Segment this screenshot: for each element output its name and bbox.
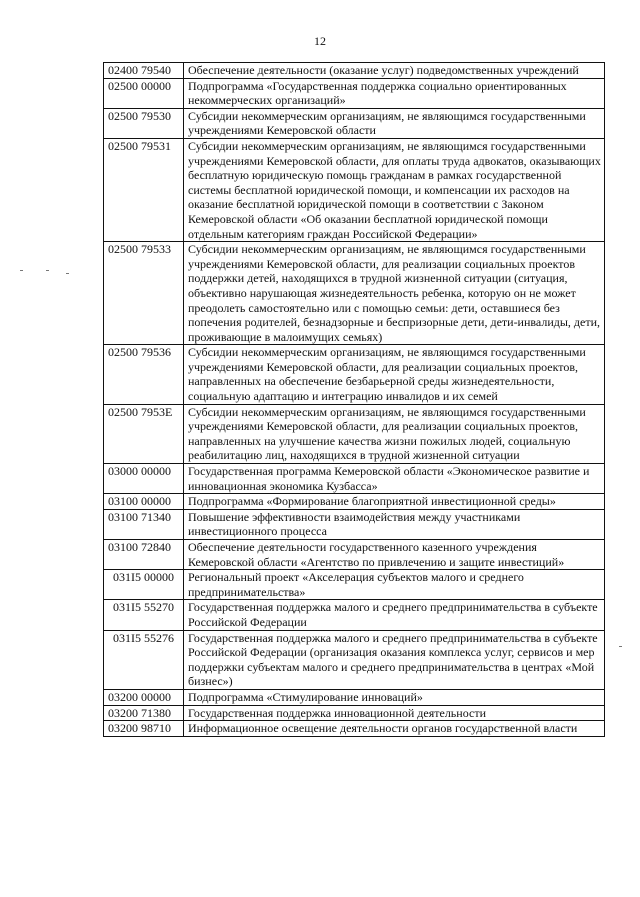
scan-speck <box>20 270 23 271</box>
code-description: Подпрограмма «Стимулирование инноваций» <box>184 689 605 705</box>
classification-code: 02400 79540 <box>104 63 184 79</box>
table-row <box>104 242 605 345</box>
classification-code: 03100 71340 <box>104 509 184 539</box>
table-row <box>104 705 605 721</box>
code-description: Информационное освещение деятельности органов государственной власти <box>184 721 605 737</box>
table-row <box>104 63 605 79</box>
code-description: Государственная поддержка инновационной деятельности <box>184 705 605 721</box>
code-description: Государственная поддержка малого и среднего предпринимательства в субъекте Российской Федерации (организация оказания комплекса услуг, сервисов и мер поддержки субъектам малого и среднего предпринимательства в центрах «Мой бизнес») <box>184 630 605 689</box>
classification-code: 03100 00000 <box>104 494 184 510</box>
classification-code: 02500 00000 <box>104 78 184 108</box>
classification-code: 02500 79531 <box>104 138 184 241</box>
code-description: Субсидии некоммерческим организациям, не являющимся государственными учреждениями Кемеровской области, для реализации социальных проектов, направленных на улучшение качества жизни пожилых людей, социальную реабилитацию лиц, находящихся в трудной жизненной ситуации <box>184 404 605 463</box>
table-row <box>104 509 605 539</box>
table-row <box>104 345 605 404</box>
code-description: Государственная поддержка малого и среднего предпринимательства в субъекте Российской Федерации <box>184 600 605 630</box>
classification-code: 03200 98710 <box>104 721 184 737</box>
table-row <box>104 138 605 241</box>
code-description: Государственная программа Кемеровской области «Экономическое развитие и инновационная экономика Кузбасса» <box>184 464 605 494</box>
table-row <box>104 630 605 689</box>
code-description: Субсидии некоммерческим организациям, не являющимся государственными учреждениями Кемеровской области, для оплаты труда адвокатов, оказывающих бесплатную юридическую помощь гражданам в рамках государственной системы бесплатной юридической помощи, и компенсации их расходов на оказание бесплатной юридической помощи в соответствии с Законом Кемеровской области «Об оказании бесплатной юридической помощи отдельным категориям граждан Российской Федерации» <box>184 138 605 241</box>
page-number: 12 <box>314 34 326 48</box>
classification-code: 031I5 00000 <box>104 570 184 600</box>
table-row <box>104 78 605 108</box>
code-description: Субсидии некоммерческим организациям, не являющимся государственными учреждениями Кемеровской области, для реализации социальных проектов, направленных на обеспечение безбарьерной среды жизнедеятельности, социальную адаптацию и интеграцию инвалидов и их семей <box>184 345 605 404</box>
code-description: Субсидии некоммерческим организациям, не являющимся государственными учреждениями Кемеровской области <box>184 108 605 138</box>
classification-code: 03200 00000 <box>104 689 184 705</box>
table-row <box>104 404 605 463</box>
table-row <box>104 464 605 494</box>
budget-classification-table <box>103 62 605 737</box>
table-row <box>104 494 605 510</box>
classification-code: 02500 79530 <box>104 108 184 138</box>
code-description: Повышение эффективности взаимодействия между участниками инвестиционного процесса <box>184 509 605 539</box>
code-description: Подпрограмма «Государственная поддержка социально ориентированных некоммерческих организаций» <box>184 78 605 108</box>
scan-speck <box>66 273 69 274</box>
code-description: Подпрограмма «Формирование благоприятной инвестиционной среды» <box>184 494 605 510</box>
classification-code: 031I5 55270 <box>104 600 184 630</box>
scan-speck <box>619 646 622 647</box>
code-description: Обеспечение деятельности (оказание услуг) подведомственных учреждений <box>184 63 605 79</box>
table-row <box>104 600 605 630</box>
code-description: Обеспечение деятельности государственного казенного учреждения Кемеровской области «Агентство по привлечению и защите инвестиций» <box>184 540 605 570</box>
classification-code: 02500 79536 <box>104 345 184 404</box>
classification-code: 03000 00000 <box>104 464 184 494</box>
table-row <box>104 108 605 138</box>
table-row <box>104 689 605 705</box>
classification-code: 02500 79533 <box>104 242 184 345</box>
table-row <box>104 570 605 600</box>
code-description: Региональный проект «Акселерация субъектов малого и среднего предпринимательства» <box>184 570 605 600</box>
classification-code: 03100 72840 <box>104 540 184 570</box>
classification-code: 03200 71380 <box>104 705 184 721</box>
table-row <box>104 721 605 737</box>
scan-speck <box>46 270 49 271</box>
classification-code: 02500 7953Е <box>104 404 184 463</box>
table-row <box>104 540 605 570</box>
code-description: Субсидии некоммерческим организациям, не являющимся государственными учреждениями Кемеровской области, для реализации социальных проектов поддержки детей, находящихся в трудной жизненной ситуации (ситуация, объективно нарушающая жизнедеятельность ребенка, которую он не может преодолеть самостоятельно или с помощью семьи: дети, оставшиеся без попечения родителей, безнадзорные и беспризорные дети, дети-инвалиды, дети, проживающие в малоимущих семьях) <box>184 242 605 345</box>
classification-code: 031I5 55276 <box>104 630 184 689</box>
